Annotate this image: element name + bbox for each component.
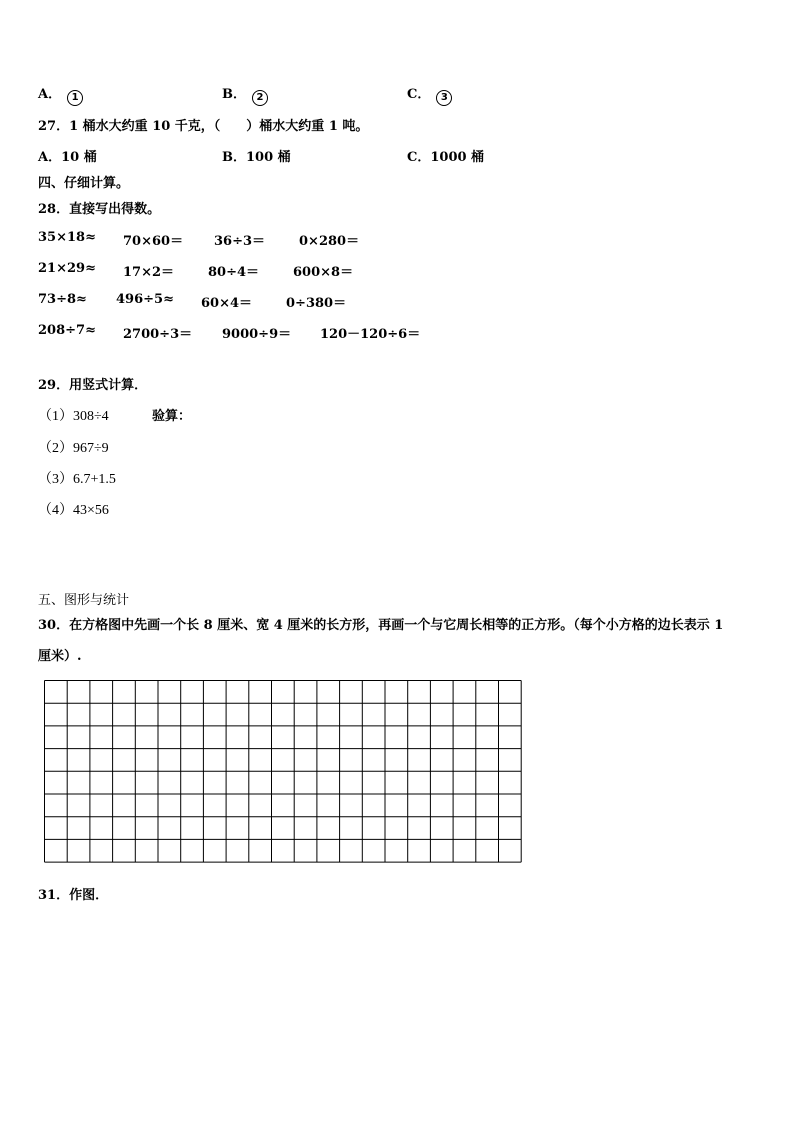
calc-item: 73÷8≈ [38, 292, 87, 307]
calc-item: 600×8＝ [293, 265, 354, 280]
q30-question-line1: 30．在方格图中先画一个长 8 厘米、宽 4 厘米的长方形，再画一个与它周长相等的正方形。（每个小方格的边长表示 1 [38, 618, 724, 633]
q29-title: 29．用竖式计算． [38, 378, 148, 393]
q27-option-a: A．10 桶 [38, 150, 97, 165]
calc-item: 9000÷9＝ [222, 327, 292, 342]
calc-item: 17×2＝ [123, 265, 175, 280]
calc-item: 35×18≈ [38, 230, 96, 245]
calc-item: 70×60＝ [123, 234, 184, 249]
q26-option-a: A． 1 [38, 83, 83, 106]
calc-item: 21×29≈ [38, 261, 96, 276]
q27-option-b: B．100 桶 [222, 150, 291, 165]
circled-number-icon: 3 [436, 90, 452, 106]
q29-item-2: （2）967÷9 [38, 441, 109, 456]
calc-item: 496÷5≈ [116, 292, 174, 307]
calc-item: 60×4＝ [201, 296, 253, 311]
q26-option-c: C． 3 [407, 83, 452, 106]
calc-item: 80÷4＝ [208, 265, 260, 280]
calc-item: 36÷3＝ [214, 234, 266, 249]
section-heading: 五、图形与统计 [38, 593, 130, 608]
q29-check-label: 验算： [152, 409, 192, 424]
section-heading: 四、仔细计算。 [38, 176, 130, 191]
q28-title: 28．直接写出得数。 [38, 202, 161, 217]
calc-item: 208÷7≈ [38, 323, 96, 338]
calc-item: 0×280＝ [299, 234, 360, 249]
circled-number-icon: 1 [67, 90, 83, 106]
q29-item-1: （1）308÷4 [38, 409, 109, 424]
circled-number-icon: 2 [252, 90, 268, 106]
q31-question: 31．作图． [38, 888, 109, 903]
calc-item: 0÷380＝ [286, 296, 347, 311]
square-grid [44, 680, 524, 864]
q27-question: 27．1 桶水大约重 10 千克，（ ）桶水大约重 1 吨。 [38, 119, 369, 134]
q29-item-4: （4）43×56 [38, 503, 109, 518]
q26-option-b: B． 2 [222, 83, 268, 106]
q30-question-line2: 厘米）. [38, 649, 82, 664]
calc-item: 120－120÷6＝ [320, 327, 421, 342]
q27-option-c: C．1000 桶 [407, 150, 485, 165]
calc-item: 2700÷3＝ [123, 327, 193, 342]
q29-item-3: （3）6.7+1.5 [38, 472, 116, 487]
